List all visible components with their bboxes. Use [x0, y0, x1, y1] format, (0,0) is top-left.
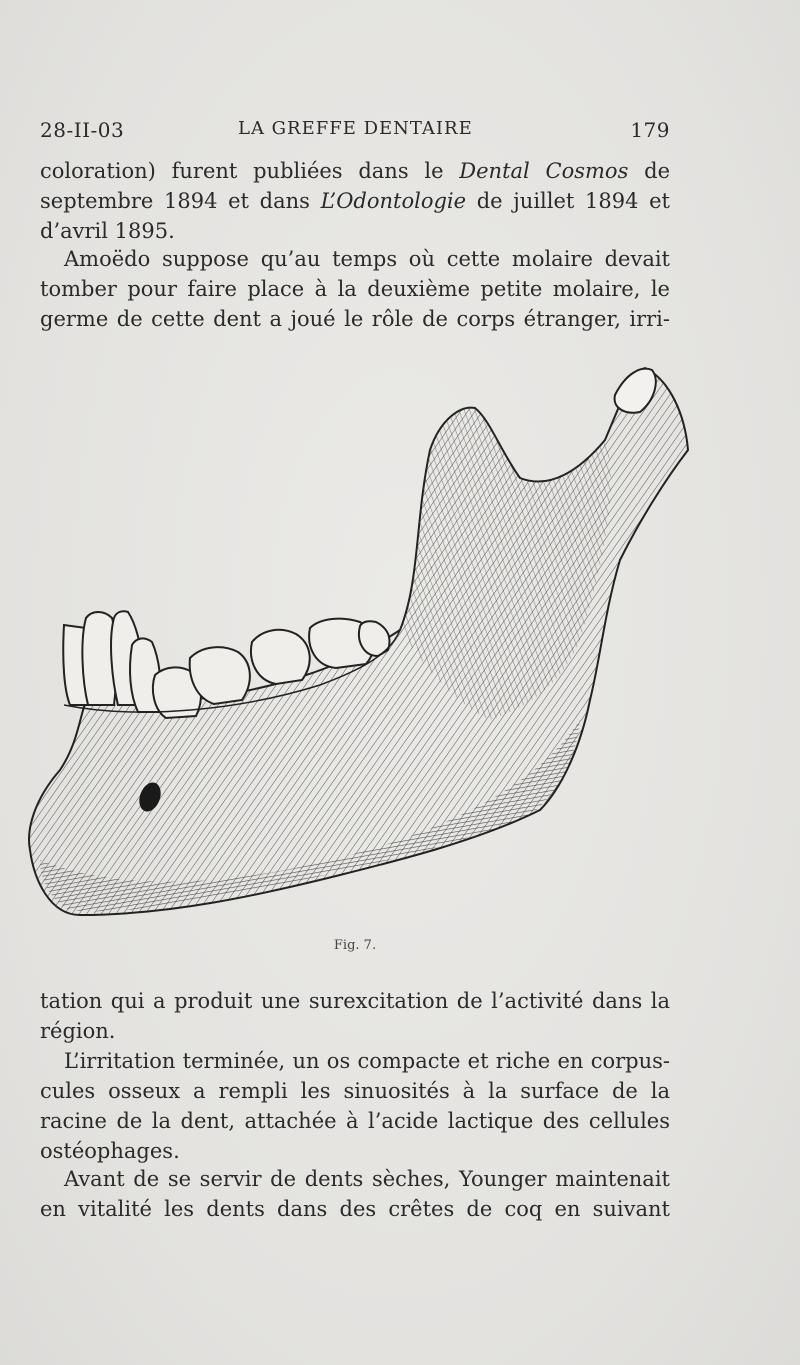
paragraph-4-line-4: ostéophages. [40, 1139, 180, 1163]
paragraph-1-line-3: d’avril 1895. [40, 219, 175, 243]
journal-title-odontologie: L’Odontologie [320, 189, 467, 213]
page-number: 179 [630, 118, 670, 142]
paragraph-5-line-1: Avant de se servir de dents sèches, Younger maintenait [64, 1167, 670, 1191]
figure-caption: Fig. 7. [333, 938, 377, 953]
header-date: 28-II-03 [40, 118, 125, 142]
paragraph-4-line-3: racine de la dent, attachée à l’acide lactique des cellules [40, 1109, 670, 1133]
paragraph-3 [40, 986, 670, 1046]
paragraph-5 [40, 1164, 670, 1224]
paragraph-3-line-1: tation qui a produit une surexcitation de l’activité dans la [40, 989, 670, 1013]
running-head [40, 118, 670, 150]
header-title: LA GREFFE DENTAIRE [238, 118, 473, 139]
paragraph-4-line-1: L’irritation terminée, un os compacte et riche en corpus- [64, 1049, 670, 1073]
paragraph-5-line-2: en vitalité les dents dans des crêtes de coq en suivant [40, 1197, 670, 1221]
mandible-illustration [20, 360, 690, 920]
paragraph-3-line-2: région. [40, 1019, 116, 1043]
paragraph-1-line-2: septembre 1894 et dans L’Odontologie de juillet 1894 et [40, 189, 670, 213]
paragraph-2-line-3: germe de cette dent a joué le rôle de corps étranger, irri- [40, 307, 670, 331]
paragraph-2-line-1: Amoëdo suppose qu’au temps où cette molaire devait [64, 247, 670, 271]
paragraph-1-line-1: coloration) furent publiées dans le Dental Cosmos de [40, 159, 670, 183]
paragraph-4-line-2: cules osseux a rempli les sinuosités à la surface de la [40, 1079, 670, 1103]
paragraph-2 [40, 244, 670, 334]
paragraph-4 [40, 1046, 670, 1166]
paragraph-2-line-2: tomber pour faire place à la deuxième petite molaire, le [40, 277, 670, 301]
paragraph-1 [40, 156, 670, 246]
journal-title-dental-cosmos: Dental Cosmos [459, 159, 629, 183]
